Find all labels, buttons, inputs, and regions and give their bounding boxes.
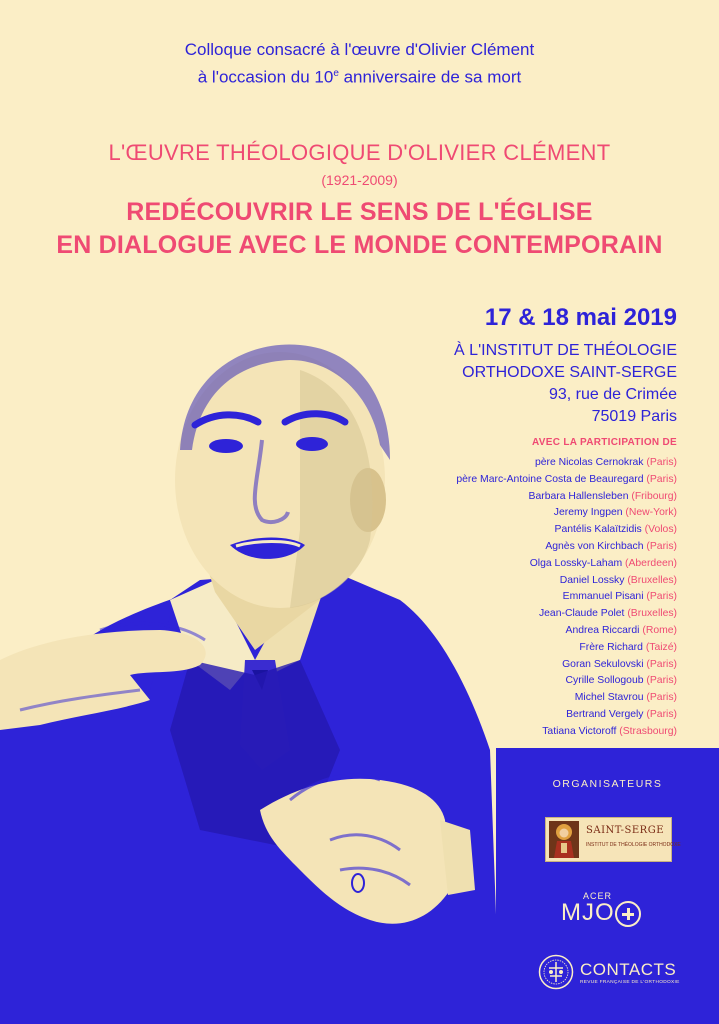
participant-city: (Paris)	[646, 692, 677, 704]
participant-name: père Nicolas Cernokrak	[534, 457, 644, 468]
participant-city: (New-York)	[625, 507, 677, 519]
participant-name: Daniel Lossky	[559, 574, 625, 586]
list-item	[456, 640, 677, 657]
participant-city: (Paris)	[646, 591, 677, 603]
participant-name: Tatiana Victoroff	[542, 725, 617, 737]
list-item	[456, 556, 677, 573]
organisers-heading: ORGANISATEURS	[552, 778, 663, 790]
list-item	[456, 573, 677, 590]
participant-city: (Paris)	[646, 473, 677, 485]
subtitle-line-2: EN DIALOGUE AVEC LE MONDE CONTEMPORAIN	[56, 231, 663, 259]
saint-icon	[549, 821, 579, 858]
list-item	[456, 589, 677, 606]
list-item	[456, 489, 677, 506]
saint-serge-logo	[545, 817, 681, 862]
subtitle	[0, 196, 719, 262]
subtitle-line-1: REDÉCOUVRIR LE SENS DE L'ÉGLISE	[126, 198, 593, 226]
venue	[454, 340, 677, 428]
seal-icon	[538, 954, 574, 990]
list-item	[456, 505, 677, 522]
intro-line-2	[0, 62, 719, 90]
participant-city: (Strasbourg)	[619, 725, 677, 737]
participant-city: (Fribourg)	[631, 490, 677, 502]
acer-label: ACER	[583, 891, 613, 901]
participant-name: Frère Richard	[579, 641, 643, 653]
participant-name: Olga Lossky-Laham	[529, 557, 623, 569]
plus-circle-icon	[615, 901, 641, 927]
participant-city: (Paris)	[646, 708, 677, 720]
participant-city: (Paris)	[646, 658, 677, 670]
list-item	[456, 673, 677, 690]
list-item	[456, 539, 677, 556]
intro-line-2-end: anniversaire de sa mort	[338, 67, 522, 87]
participant-city: (Taizé)	[645, 641, 677, 653]
saint-serge-subtitle: INSTITUT DE THÉOLOGIE ORTHODOXE	[586, 842, 681, 848]
intro-line-1: Colloque consacré à l'œuvre d'Olivier Clément	[184, 40, 535, 59]
participant-city: (Volos)	[644, 524, 677, 536]
participant-city: (Bruxelles)	[627, 608, 677, 620]
intro-superscript: e	[333, 68, 339, 79]
participant-name: Bertrand Vergely	[566, 708, 644, 720]
list-item	[456, 522, 677, 539]
participant-name: Jean-Claude Polet	[538, 608, 625, 620]
lifespan-dates: (1921-2009)	[321, 172, 398, 188]
photo-portrait-icon	[0, 330, 500, 1024]
participant-name: Agnès von Kirchbach	[545, 540, 644, 552]
participant-name: Michel Stavrou	[574, 692, 644, 704]
participant-name: Goran Sekulovski	[562, 658, 644, 670]
participant-name: père Marc-Antoine Costa de Beauregard	[456, 473, 644, 485]
participant-name: Emmanuel Pisani	[562, 591, 644, 603]
participant-city: (Paris)	[646, 675, 677, 687]
intro-text	[0, 38, 719, 90]
participant-city: (Rome)	[642, 624, 677, 636]
list-item	[456, 606, 677, 623]
acer-mjo-logo	[561, 891, 661, 931]
participant-name: Pantélis Kalaïtzidis	[554, 524, 642, 536]
venue-line-2: ORTHODOXE SAINT-SERGE	[462, 364, 677, 381]
participant-city: (Paris)	[646, 540, 677, 552]
mjo-label: MJO	[561, 899, 615, 926]
venue-city: 75019 Paris	[591, 408, 677, 425]
contacts-tagline: REVUE FRANÇAISE DE L'ORTHODOXIE	[580, 980, 680, 985]
participant-name: Barbara Hallensleben	[528, 490, 629, 502]
venue-address: 93, rue de Crimée	[548, 386, 677, 403]
list-item	[456, 724, 677, 741]
participant-city: (Paris)	[646, 457, 677, 468]
list-item	[456, 707, 677, 724]
main-title: L'ŒUVRE THÉOLOGIQUE D'OLIVIER CLÉMENT	[108, 140, 611, 165]
contacts-name: CONTACTS	[580, 960, 677, 979]
participant-name: Jeremy Ingpen	[553, 507, 623, 519]
list-item	[456, 455, 677, 472]
participant-name: Cyrille Sollogoub	[565, 675, 644, 687]
list-item	[456, 623, 677, 640]
participants-list	[456, 455, 677, 741]
venue-line-1: À L'INSTITUT DE THÉOLOGIE	[454, 342, 677, 359]
event-date: 17 & 18 mai 2019	[484, 304, 677, 331]
saint-serge-title: SAINT-SERGE	[586, 825, 664, 836]
participant-name: Andrea Riccardi	[565, 624, 640, 636]
intro-line-2-start: à l'occasion du 10	[197, 67, 334, 87]
participant-city: (Aberdeen)	[625, 557, 677, 569]
participation-heading: AVEC LA PARTICIPATION DE	[532, 437, 677, 448]
list-item	[456, 472, 677, 489]
participant-city: (Bruxelles)	[627, 574, 677, 586]
list-item	[456, 657, 677, 674]
list-item	[456, 690, 677, 707]
contacts-logo	[538, 954, 688, 994]
